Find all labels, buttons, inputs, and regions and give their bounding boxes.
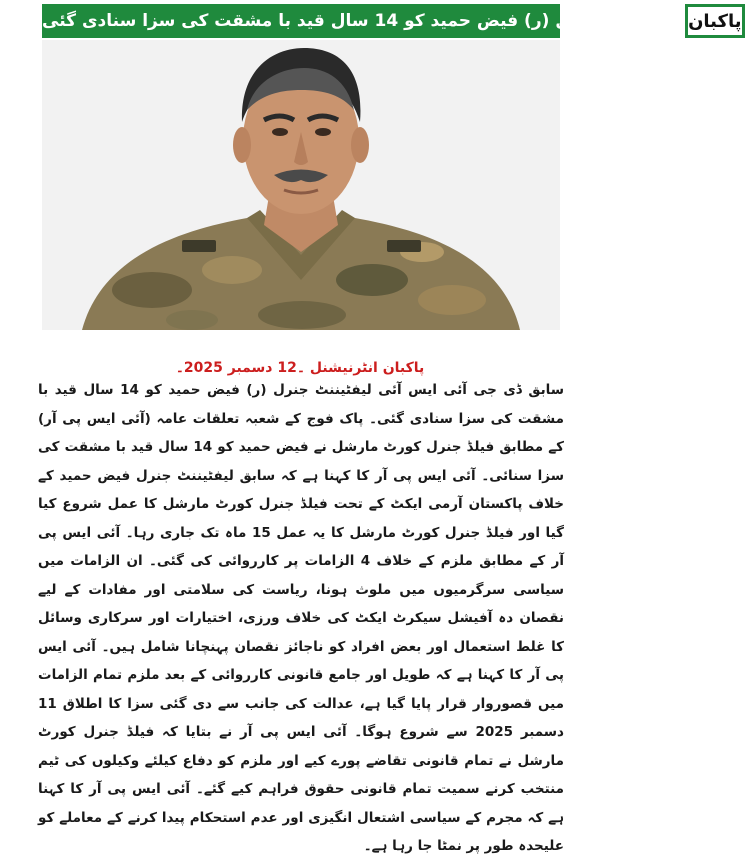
news-photo — [42, 40, 560, 330]
portrait-illustration — [42, 40, 560, 330]
article-body: سابق ڈی جی آئی ایس آئی لیفٹیننٹ جنرل (ر) فیض حمید کو 14 سال قید با مشقت کی سزا سنادی گئی۔ پاک فوج کے شعبہ تعلقات عامہ (آئی ایس پی آر) کے مطابق فیلڈ جنرل کورٹ مارشل نے فیض حمید کو 14 سال قید با مشقت کی سزا سنائی۔ آئی ایس پی آر کا کہنا ہے کہ سابق لیفٹیننٹ جنرل فیض حمید کے خلاف پاکستان آرمی ایکٹ کے تحت فیلڈ جنرل کورٹ مارشل کا عمل شروع کیا گیا اور فیلڈ جنرل کورٹ مارشل کا یہ عمل 15 ماہ تک جاری رہا۔ آئی ایس پی آر کے مطابق ملزم کے خلاف 4 الزامات پر کارروائی کی گئی۔ ان الزامات میں سیاسی سرگرمیوں میں ملوث ہونا، ریاست کی سلامتی اور مفادات کے لیے نقصان دہ آفیشل سیکرٹ ایکٹ کی خلاف ورزی، اختیارات اور سرکاری وسائل کا غلط استعمال اور بعض افراد کو ناجائز نقصان پہنچانا شامل ہیں۔ آئی ایس پی آر کا کہنا ہے کہ طویل اور جامع قانونی کارروائی کے بعد ملزم تمام الزامات میں قصوروار قرار پایا گیا ہے، عدالت کی جانب سے دی گئی سزا کا اطلاق 11 دسمبر 2025 سے شروع ہوگا۔ آئی ایس پی آر نے بتایا کہ فیلڈ جنرل کورٹ مارشل نے تمام قانونی تقاضے پورے کیے اور ملزم کو دفاع کیلئے وکیلوں کی ٹیم منتخب کرنے سمیت تمام قانونی حقوق فراہم کیے گئے۔ آئی ایس پی آر کا کہنا ہے کہ مجرم کے سیاسی اشتعال انگیزی اور عدم استحکام پیدا کرنے کے معاملے کو علیحدہ طور پر نمٹا جا رہا ہے۔ — [38, 382, 564, 854]
headline-banner — [42, 4, 742, 38]
headline: لیفٹیننٹ جنرل (ر) فیض حمید کو 14 سال قید با مشقت کی سزا سنادی گئی — [42, 11, 678, 31]
dateline: پاکبان انٹرنیشنل ۔12 دسمبر 2025۔ — [175, 360, 425, 376]
brand-logo: پاکبان — [685, 4, 744, 38]
